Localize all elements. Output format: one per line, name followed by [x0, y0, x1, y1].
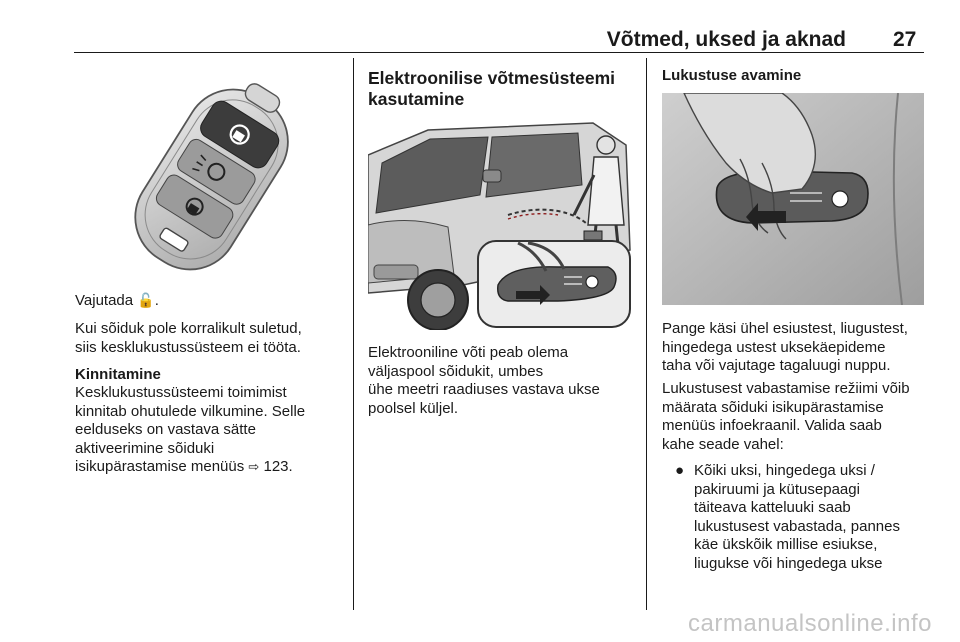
bullet-icon: ●	[675, 462, 685, 479]
vajutada-text: Vajutada	[75, 292, 134, 309]
text-line: Pange käsi ühel esiustest, liugustest,	[662, 320, 908, 337]
heading-line: kasutamine	[368, 89, 465, 109]
header-divider	[74, 52, 924, 53]
unlocking-paragraph-1	[662, 320, 930, 376]
text-line: kinnitab ohutulede vilkumine. Selle	[75, 402, 306, 420]
reference-lead: isikupärastamise menüüs	[75, 458, 245, 475]
text-line: eelduseks on vastava sätte	[75, 421, 256, 438]
text-line: aktiveerimine sõiduki	[75, 439, 215, 457]
watermark: carmanualsonline.info	[688, 610, 932, 637]
text-line: Kesklukustussüsteemi toimimist	[75, 384, 287, 401]
text-line: ühe meetri raadiuses vastava ukse	[368, 381, 600, 398]
page-section-title: Võtmed, uksed ja aknad	[606, 28, 846, 51]
page-reference-number[interactable]: 123.	[263, 458, 293, 475]
kinnitamine-paragraph	[75, 384, 340, 478]
unlocking-heading: Lukustuse avamine	[662, 67, 802, 84]
text-line: Lukustusest vabastamise režiimi võib	[662, 380, 910, 397]
key-fob-illustration	[100, 72, 320, 282]
bullet-text: Kõiki uksi, hingedega uksi / pakiruumi ja kütusepaagi täiteava katteluuki saab lukustusest vabastada, pannes käe ükskõik millise esiukse, liugukse või hingedega ukse	[694, 462, 900, 572]
text-line: määrata sõiduki isikupärastamise	[662, 398, 884, 416]
column-divider-right	[646, 58, 647, 610]
text-line: poolsel küljel.	[368, 399, 459, 417]
heading-line: Elektroonilise võtmesüsteemi	[368, 68, 616, 88]
text-line: taha või vajutage tagaluugi nuppu.	[662, 357, 891, 374]
text-line: Elektrooniline võti peab olema	[368, 344, 569, 361]
vajutada-period: .	[154, 292, 159, 309]
padlock-open-icon: 🔓	[137, 293, 155, 309]
text-line: menüüs infoekraanil. Valida saab	[662, 417, 882, 434]
electronic-key-heading	[368, 68, 633, 110]
unlock-warning-paragraph	[75, 320, 340, 357]
electronic-key-paragraph	[368, 344, 633, 418]
text-line: Kui sõiduk pole korralikult suletud,	[75, 320, 302, 337]
column-divider-left	[353, 58, 354, 610]
page-number: 27	[893, 28, 917, 51]
door-handle-illustration	[662, 93, 924, 305]
vajutada-line	[75, 292, 340, 311]
text-line: kahe seade vahel:	[662, 435, 784, 453]
page-reference-arrow-icon: ⇨	[248, 460, 260, 475]
text-line: hingedega ustest uksekäepideme	[662, 338, 886, 356]
kinnitamine-heading: Kinnitamine	[75, 366, 161, 383]
text-line: väljaspool sõidukit, umbes	[368, 362, 544, 380]
text-line: siis kesklukustussüsteem ei tööta.	[75, 338, 301, 356]
van-with-person-illustration	[368, 115, 633, 330]
unlocking-paragraph-2	[662, 380, 930, 454]
text-line-with-reference	[75, 458, 340, 478]
